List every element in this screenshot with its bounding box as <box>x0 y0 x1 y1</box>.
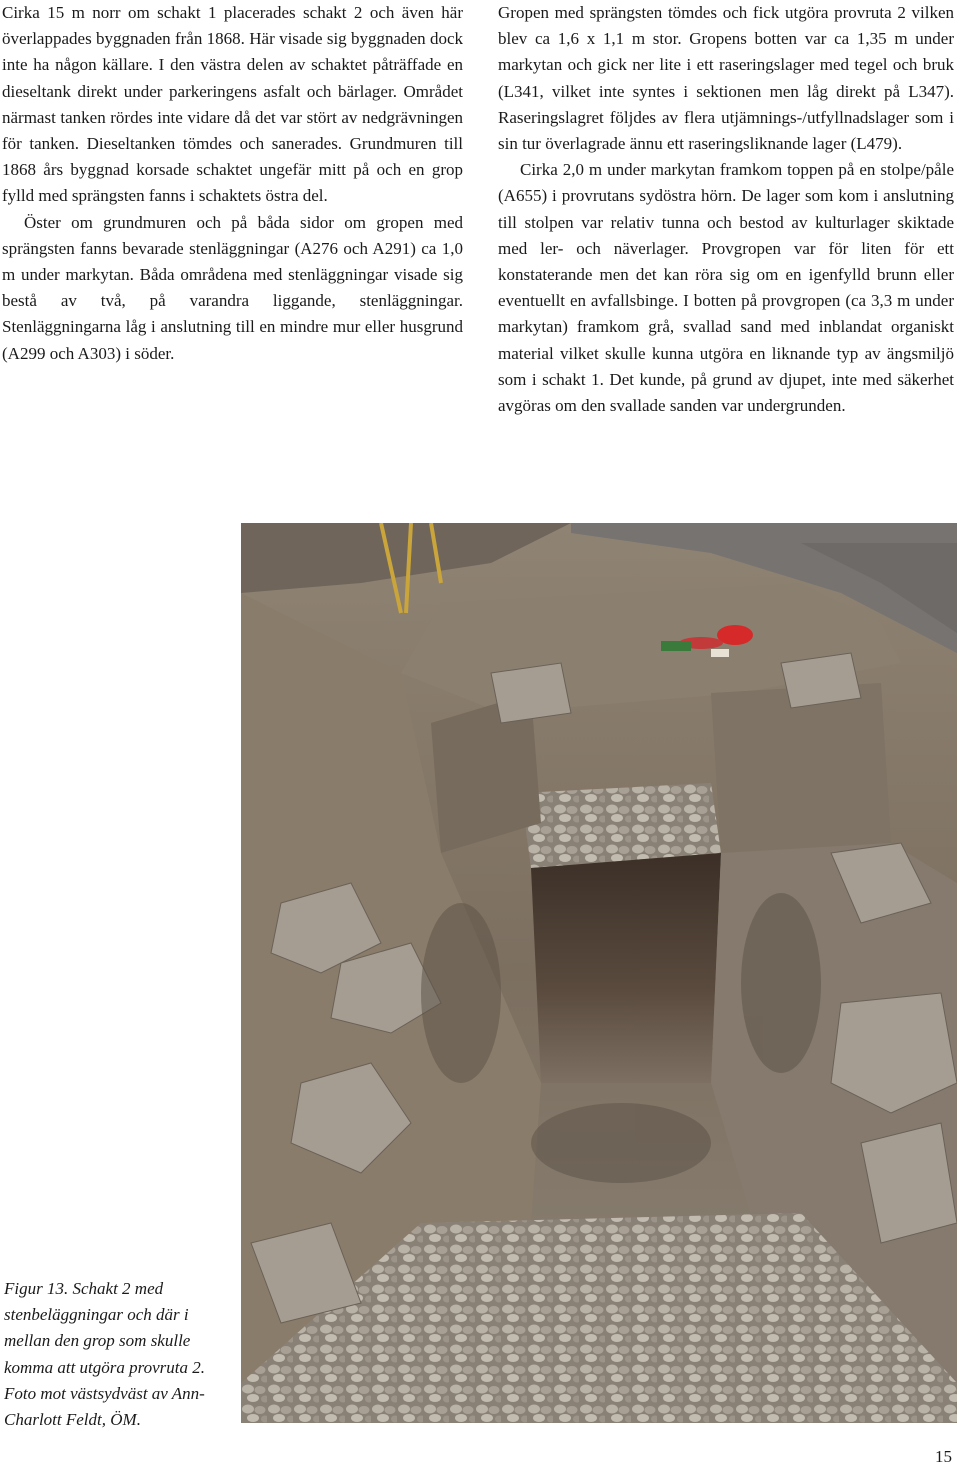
figure-caption: Figur 13. Schakt 2 med stenbeläggningar och där i mellan den grop som skulle komma att utgöra provruta 2. Foto mot västsydväst av Ann-Charlott Feldt, ÖM. <box>4 1279 206 1430</box>
excavation-photo <box>241 523 957 1423</box>
paragraph: Cirka 2,0 m under markytan framkom toppen på en stolpe/påle (A655) i provrutans sydöstra hörn. De lager som kom i anslutning till stolpen var relativ tunna och bestod av kulturlager skiktade med ler- och näverlager. Provgropen var för liten för ett konstaterande men det kan röra sig om en igenfylld brunn eller eventuellt en avfallsbinge. I botten på provgropen (ca 3,3 m under markytan) framkom grå, svallad sand med inblandat organiskt material vilket skulle kunna utgöra en liknande typ av ängsmiljö som i schakt 1. Det kunde, på grund av djupet, inte med säkerhet avgöras om den svallade sanden var undergrunden. <box>498 160 954 416</box>
page-number: 15 <box>935 1447 952 1466</box>
excavation-photo-illustration <box>241 523 957 1423</box>
right-text-column <box>498 0 954 419</box>
left-text-column <box>2 0 463 367</box>
paragraph: Cirka 15 m norr om schakt 1 placerades schakt 2 och även här överlappades byggnaden från 1868. Här visade sig byggnaden dock inte ha någon källare. I den västra delen av schaktet påträffade en dieseltank direkt under parkeringens asfalt och bärlager. Området närmast tanken rördes inte vidare då det var stört av nedgrävningen för tanken. Dieseltanken tömdes och sanerades. Grundmuren till 1868 års byggnad korsade schaktet ungefär mitt på och en grop fylld med sprängsten fanns i schaktets östra del. <box>2 3 463 206</box>
paragraph: Öster om grundmuren och på båda sidor om gropen med sprängsten fanns bevarade stenläggningar (A276 och A291) ca 1,0 m under markytan. Båda områdena med stenläggningar visade sig bestå av två, på varandra liggande, stenläggningar. Stenläggningarna låg i anslutning till en mindre mur eller husgrund (A299 och A303) i söder. <box>2 212 463 363</box>
paragraph: Gropen med sprängsten tömdes och fick utgöra provruta 2 vilken blev ca 1,6 x 1,1 m stor. Gropens botten var ca 1,35 m under markytan och gick ner lite i ett raseringslager med tegel och bruk (L341, vilket inte syntes i sektionen men låg direkt på L347). Raseringslagret följdes av flera utjämnings-/utfyllnadslager som i sin tur överlagrade ännu ett raseringsliknande lager (L479). <box>498 3 954 154</box>
